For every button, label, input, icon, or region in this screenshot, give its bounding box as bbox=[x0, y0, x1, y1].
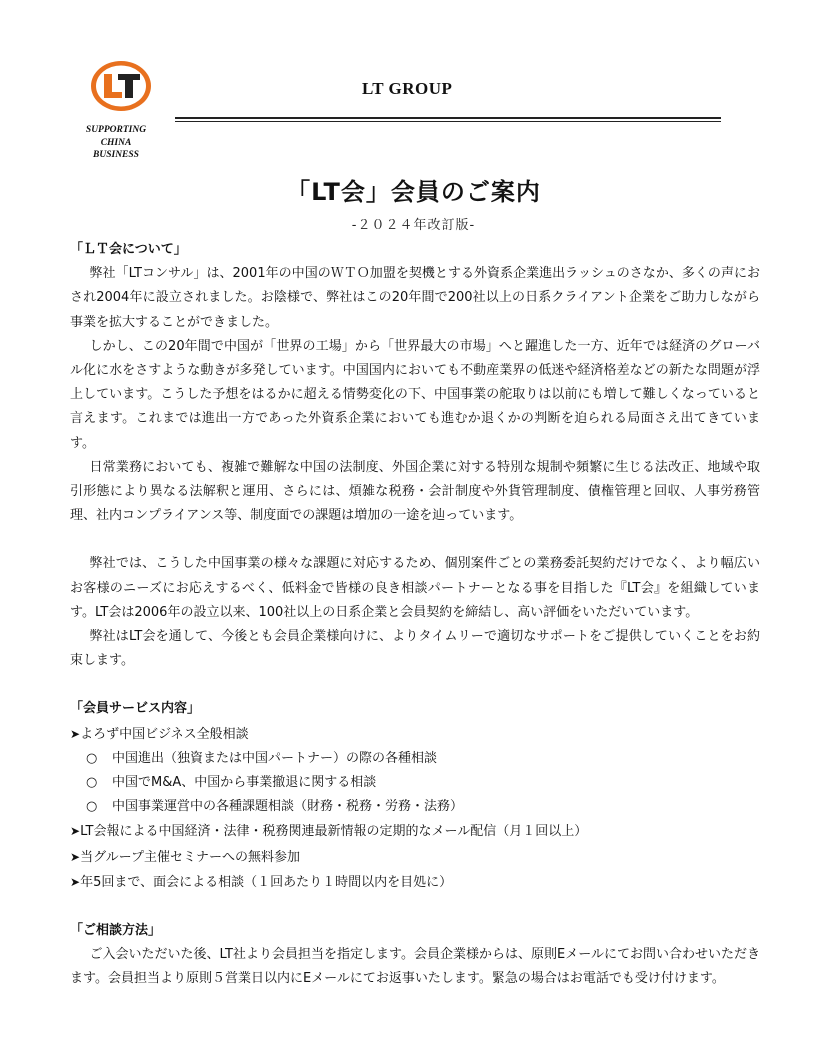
page-title: 「LT会」会員のご案内 bbox=[286, 178, 541, 206]
slogan-line: SUPPORTING bbox=[85, 125, 147, 135]
group-name: LT GROUP bbox=[362, 79, 453, 98]
list-item bbox=[70, 845, 760, 870]
spacer bbox=[70, 673, 760, 697]
about-paragraph: 弊社では、こうした中国事業の様々な課題に対応するため、個別案件ごとの業務委託契約だけでなく、より幅広いお客様のニーズにお応えするべく、低料金で皆様の良き相談パートナーとなる事を目指した『LT会』を組織しています。LT会は2006年の設立以来、100社以上の日系企業と会員契約を締結し、高い評価をいただいています。 bbox=[70, 556, 761, 620]
document-body bbox=[70, 238, 760, 992]
list-item bbox=[70, 722, 760, 747]
list-item-text: 当グループ主催セミナーへの無料参加 bbox=[80, 849, 301, 865]
sub-list-item bbox=[70, 771, 760, 795]
sub-list-item-text: 中国進出（独資または中国パートナー）の際の各種相談 bbox=[112, 750, 438, 766]
about-paragraph: しかし、この20年間で中国が「世界の工場」から「世界最大の市場」へと躍進した一方、近年では経済のグローバル化に水をさすような動きが多発しています。中国国内においても不動産業界の低迷や経済格差などの新たな問題が浮上しています。こうした予想をはるかに超える情勢変化の下、中国事業の舵取りは以前にも増して難しくなっていると言えます。これまでは進出一方であった外資系企業においても進むか退くかの判断を迫られる局面さえ出てきています。 bbox=[70, 338, 760, 451]
list-item bbox=[70, 870, 760, 895]
section-heading-about: 「ＬＴ会について」 bbox=[70, 242, 187, 257]
list-item-text: 年5回まで、面会による相談（１回あたり１時間以内を目処に） bbox=[80, 874, 453, 890]
page-subtitle: -２０２４年改訂版- bbox=[351, 218, 476, 233]
slogan-line: BUSINESS bbox=[93, 150, 139, 160]
section-heading-consultation: 「ご相談方法」 bbox=[70, 923, 162, 939]
slogan bbox=[62, 124, 170, 162]
sub-list-item bbox=[70, 795, 760, 819]
about-paragraph: 弊社「LTコンサル」は、2001年の中国のＷＴＯ加盟を契機とする外資系企業進出ラッシュのさなか、多くの声におされ2004年に設立されました。お陰様で、弊社はこの20年間で200社以上の日系クライアント企業をご助力しながら事業を拡大することができました。 bbox=[70, 266, 760, 330]
about-paragraph: 弊社はLT会を通して、今後とも会員企業様向けに、よりタイムリーで適切なサポートをご提供していくことをお約束します。 bbox=[70, 629, 760, 669]
circle-bullet-icon: ○ bbox=[86, 750, 98, 766]
arrow-bullet-icon: ➤ bbox=[70, 726, 81, 741]
about-paragraph: 日常業務においても、複雑で難解な中国の法制度、外国企業に対する特別な規制や頻繁に生じる法改正、地域や取引形態により異なる法解釈と運用、さらには、煩雑な税務・会計制度や外貨管理制度、債権管理と回収、人事労務管理、社内コンプライアンス等、制度面での課題は増加の一途を辿っています。 bbox=[70, 459, 760, 524]
slogan-line: CHINA bbox=[100, 137, 132, 148]
sub-list-item-text: 中国でM&A、中国から事業撤退に関する相談 bbox=[112, 775, 377, 791]
spacer bbox=[70, 895, 760, 919]
list-item bbox=[70, 819, 760, 844]
header-rule bbox=[175, 117, 721, 119]
sub-list-item-text: 中国事業運営中の各種課題相談（財務・税務・労務・法務） bbox=[112, 799, 464, 815]
list-item-text: よろず中国ビジネス全般相談 bbox=[80, 726, 249, 742]
spacer bbox=[70, 528, 760, 552]
header-rule bbox=[175, 121, 721, 122]
arrow-bullet-icon: ➤ bbox=[70, 824, 81, 839]
section-heading-services: 「会員サービス内容」 bbox=[70, 701, 201, 717]
arrow-bullet-icon: ➤ bbox=[70, 849, 81, 864]
sub-list-item bbox=[70, 747, 760, 771]
circle-bullet-icon: ○ bbox=[86, 775, 98, 791]
consultation-paragraph: ご入会いただいた後、LT社より会員担当を指定します。会員企業様からは、原則Eメールにてお問い合わせいただきます。会員担当より原則５営業日以内にEメールにてお返事いたします。緊急の場合はお電話でも受け付けます。 bbox=[70, 947, 760, 987]
circle-bullet-icon: ○ bbox=[86, 799, 98, 815]
arrow-bullet-icon: ➤ bbox=[70, 874, 81, 889]
lt-group-logo bbox=[90, 60, 152, 112]
list-item-text: LT会報による中国経済・法律・税務関連最新情報の定期的なメール配信（月１回以上） bbox=[80, 824, 588, 840]
document-header bbox=[0, 0, 827, 170]
